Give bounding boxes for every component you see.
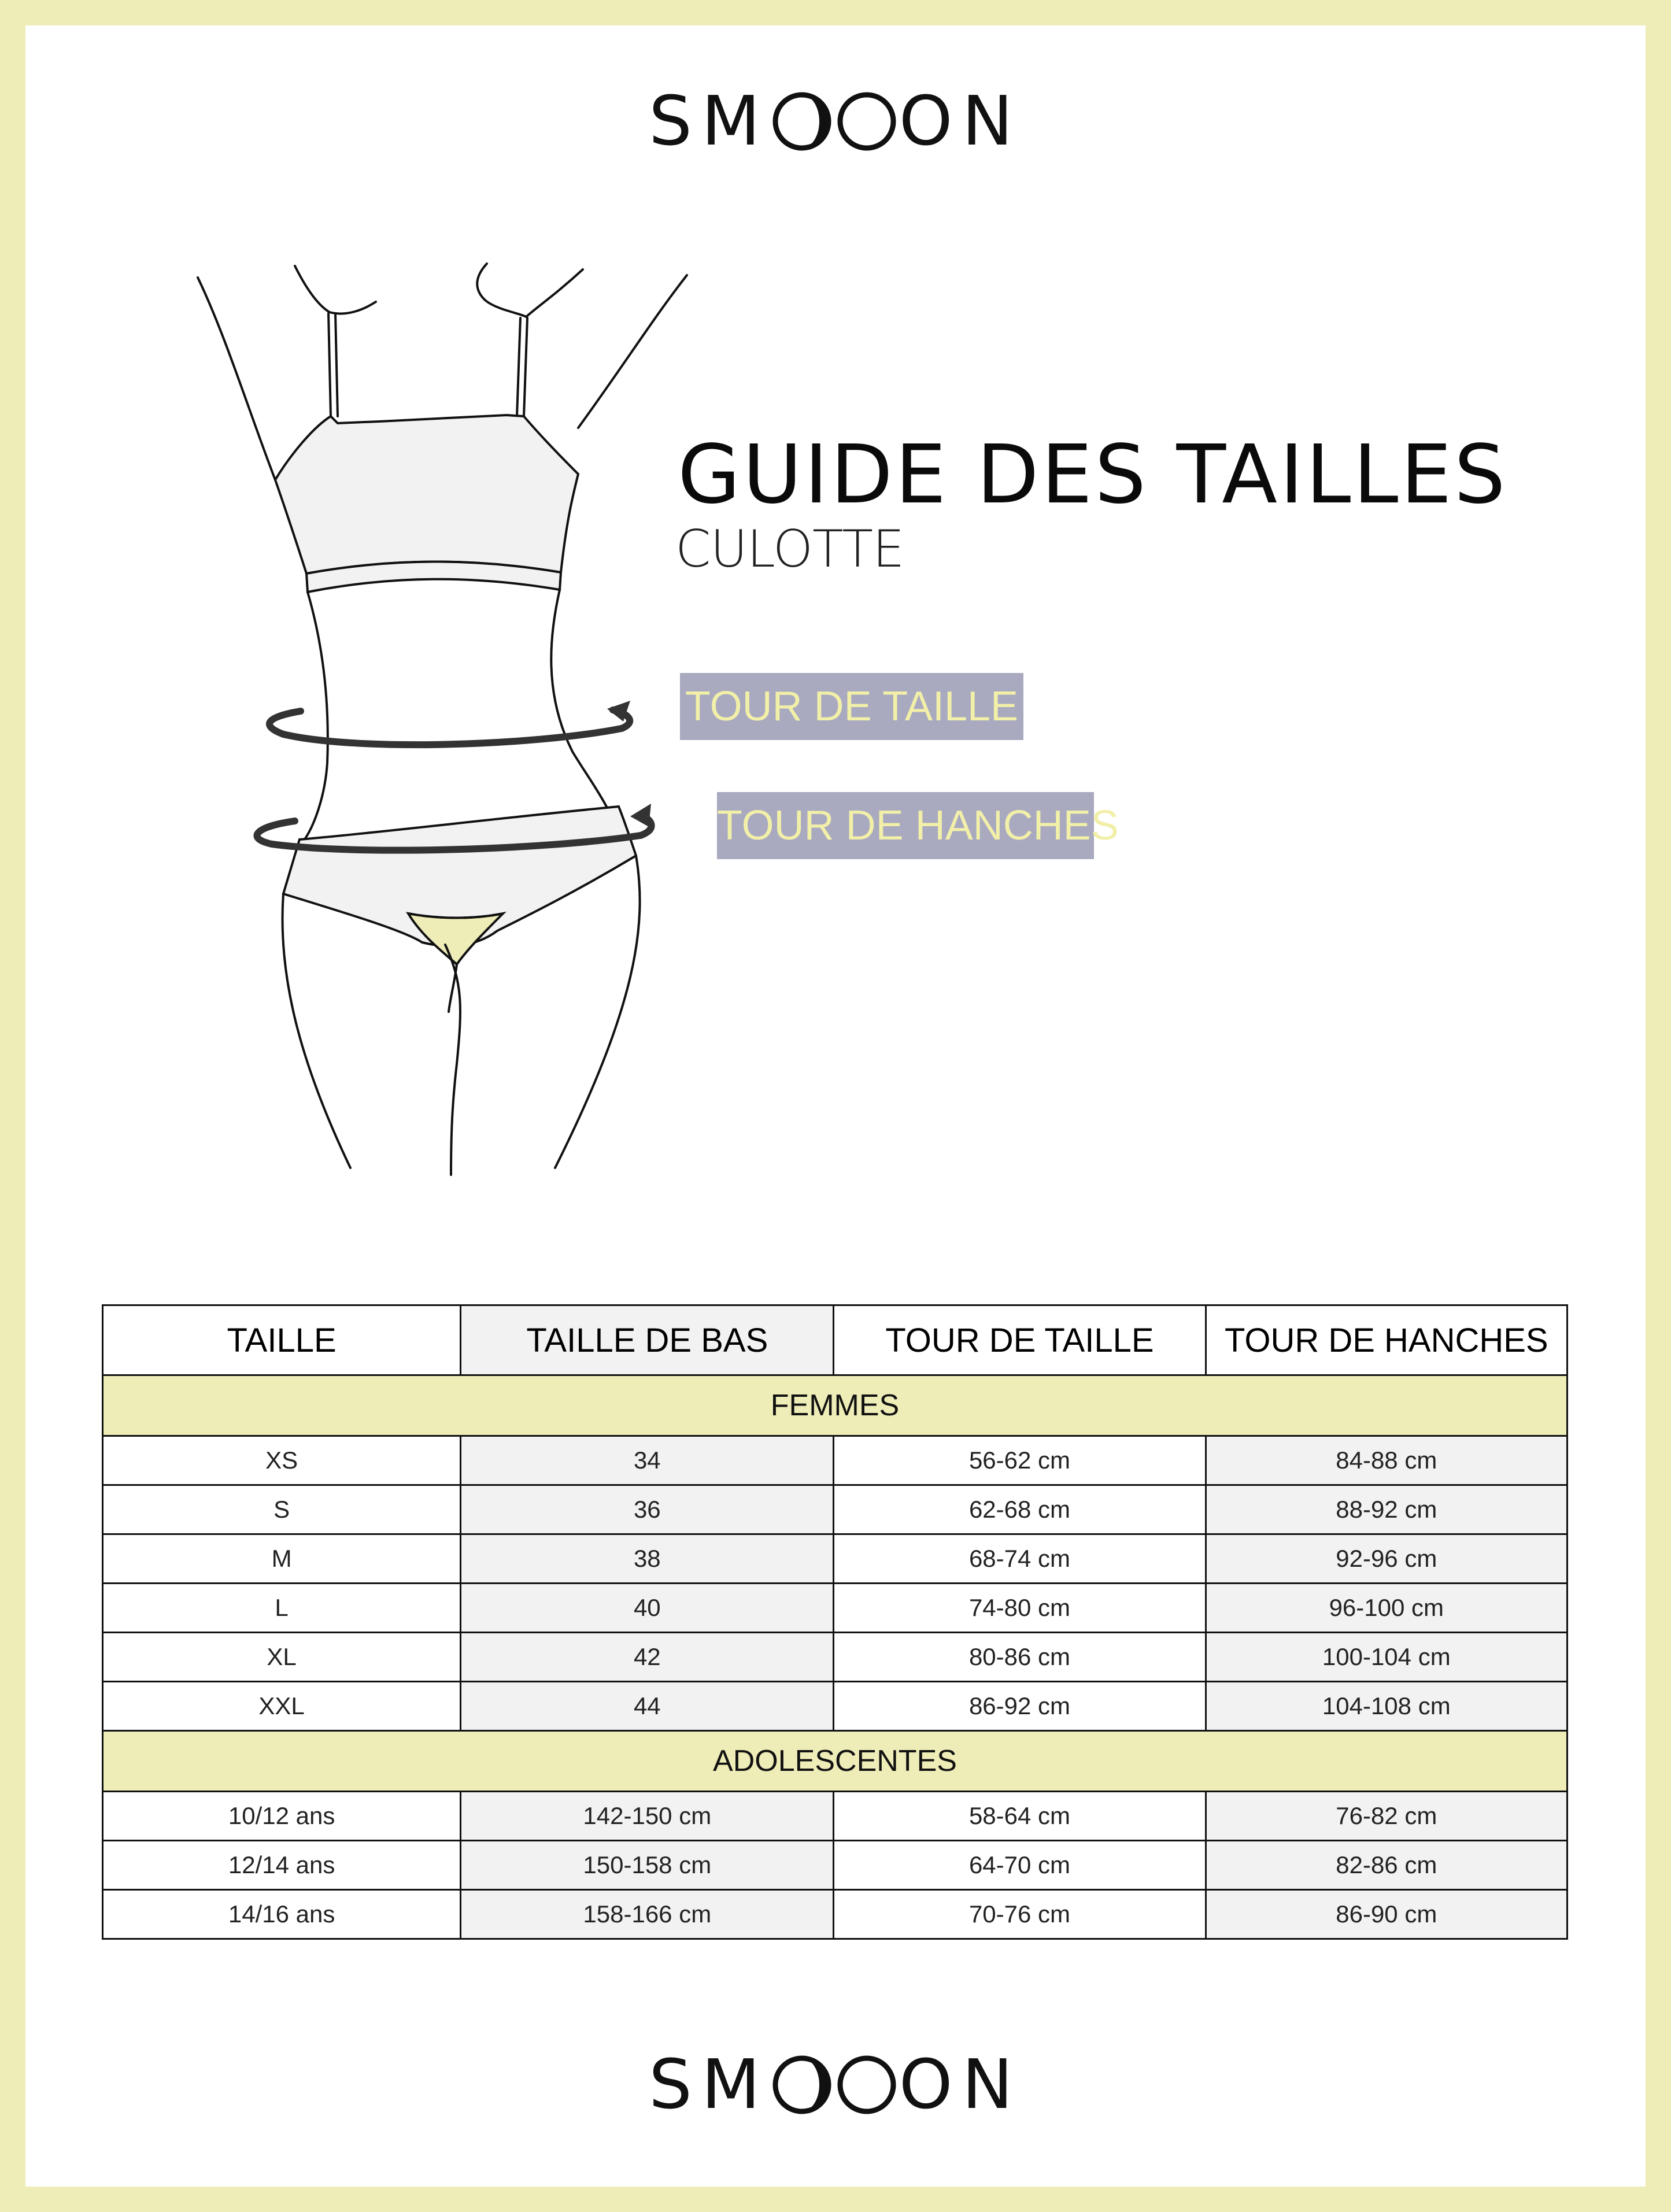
cell-hips: 92-96 cm [1206,1534,1567,1584]
cell-hips: 96-100 cm [1206,1584,1567,1633]
table-row [103,1792,1568,1841]
cell-bottom-size: 40 [461,1584,834,1633]
table-row [103,1485,1568,1534]
table-row [103,1890,1568,1939]
cell-waist: 80-86 cm [834,1633,1206,1682]
table-header-row [103,1305,1568,1375]
cell-waist: 74-80 cm [834,1584,1206,1633]
cell-waist: 86-92 cm [834,1682,1206,1731]
brand-logo-top [0,81,1671,161]
cell-hips: 76-82 cm [1206,1792,1567,1841]
cell-size: M [103,1534,461,1584]
cell-size: XXL [103,1682,461,1731]
cell-bottom-size: 142-150 cm [461,1792,834,1841]
cell-waist: 68-74 cm [834,1534,1206,1584]
cell-hips: 84-88 cm [1206,1436,1567,1485]
section-row-femmes [103,1375,1568,1436]
header-tour-de-taille: TOUR DE TAILLE [834,1305,1206,1375]
moon-icon [772,2051,832,2111]
cell-hips: 104-108 cm [1206,1682,1567,1731]
cell-hips: 86-90 cm [1206,1890,1567,1939]
section-label: FEMMES [103,1375,1568,1436]
body-figure-illustration [173,254,694,1179]
header-tour-de-hanches: TOUR DE HANCHES [1206,1305,1567,1375]
section-label: ADOLESCENTES [103,1731,1568,1792]
circle-o-icon [837,88,897,148]
table-row [103,1841,1568,1890]
cell-size: 14/16 ans [103,1890,461,1939]
brand-logo-bottom [0,2044,1671,2124]
table-row [103,1633,1568,1682]
table-row [103,1534,1568,1584]
size-guide-table [102,1304,1568,1940]
cell-size: XL [103,1633,461,1682]
cell-size: L [103,1584,461,1633]
cell-bottom-size: 38 [461,1534,834,1584]
cell-size: 12/14 ans [103,1841,461,1890]
brand-logo-right: ON [899,81,1022,161]
waist-measurement-tag: TOUR DE TAILLE [680,673,1023,740]
cell-size: 10/12 ans [103,1792,461,1841]
cell-waist: 58-64 cm [834,1792,1206,1841]
cell-waist: 70-76 cm [834,1890,1206,1939]
cell-hips: 82-86 cm [1206,1841,1567,1890]
cell-size: S [103,1485,461,1534]
section-row-adolescentes [103,1731,1568,1792]
cell-size: XS [103,1436,461,1485]
table-row [103,1682,1568,1731]
page-subtitle: CULOTTE [675,519,904,579]
brand-logo-right: ON [899,2044,1022,2124]
brand-logo-left: SM [649,2044,770,2124]
cell-bottom-size: 158-166 cm [461,1890,834,1939]
cell-bottom-size: 42 [461,1633,834,1682]
table-row [103,1436,1568,1485]
cell-hips: 88-92 cm [1206,1485,1567,1534]
moon-icon [772,88,832,148]
header-taille: TAILLE [103,1305,461,1375]
header-taille-de-bas: TAILLE DE BAS [461,1305,834,1375]
cell-bottom-size: 36 [461,1485,834,1534]
circle-o-icon [837,2051,897,2111]
cell-waist: 62-68 cm [834,1485,1206,1534]
hips-measurement-tag: TOUR DE HANCHES [717,792,1094,859]
page-title: GUIDE DES TAILLES [678,428,1508,522]
cell-waist: 64-70 cm [834,1841,1206,1890]
cell-waist: 56-62 cm [834,1436,1206,1485]
cell-bottom-size: 44 [461,1682,834,1731]
cell-bottom-size: 150-158 cm [461,1841,834,1890]
cell-bottom-size: 34 [461,1436,834,1485]
brand-logo-left: SM [649,81,770,161]
cell-hips: 100-104 cm [1206,1633,1567,1682]
table-row [103,1584,1568,1633]
